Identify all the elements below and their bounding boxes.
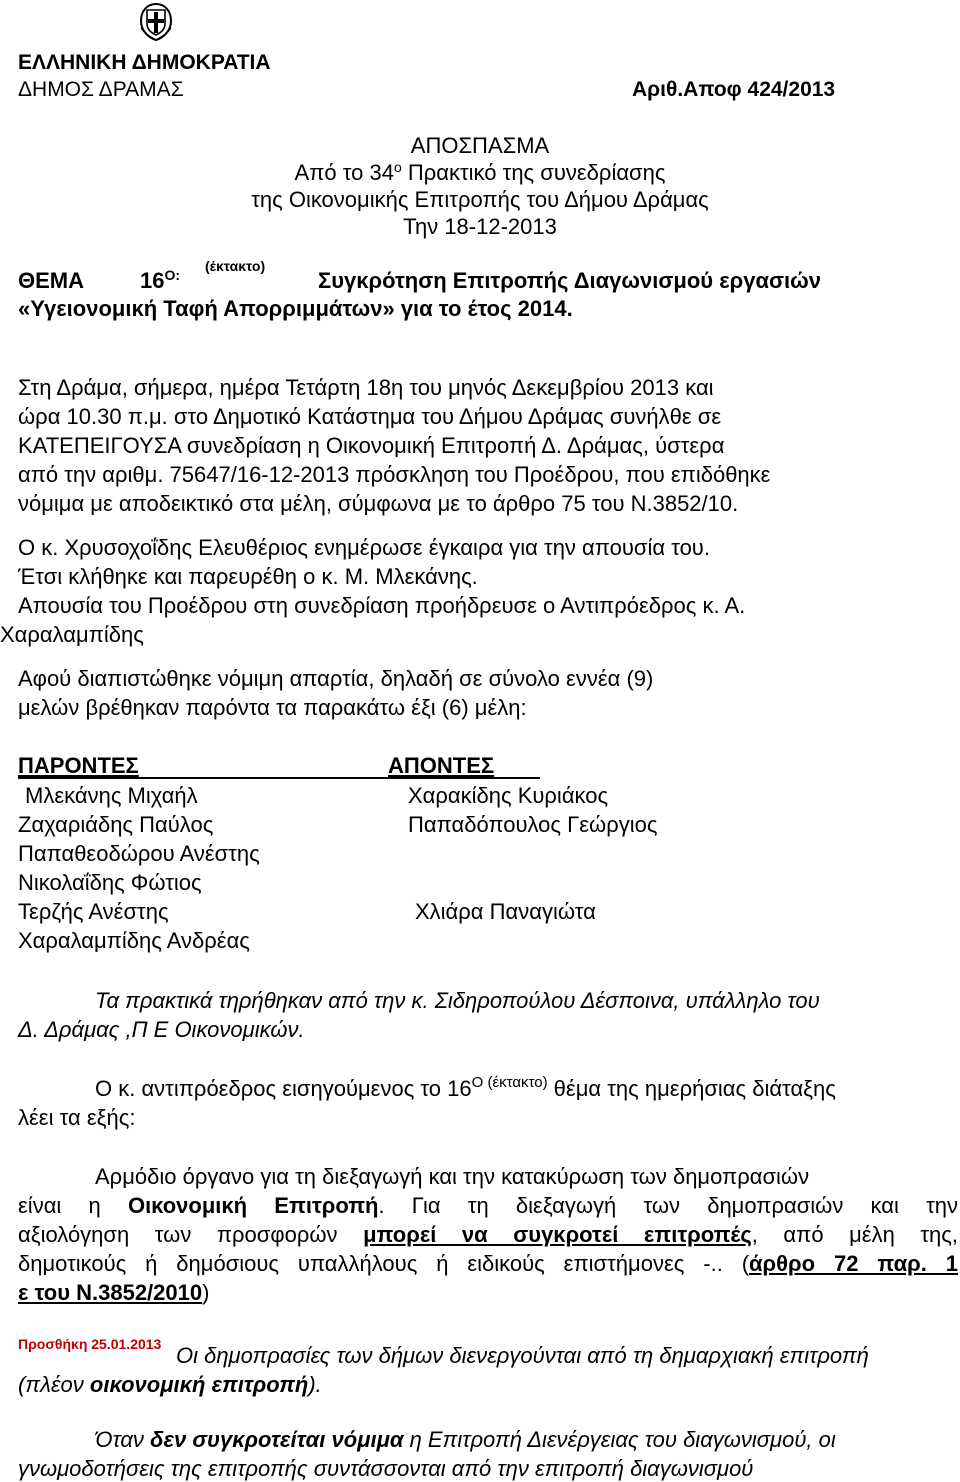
present-member: Νικολαΐδης Φώτιος bbox=[18, 870, 202, 895]
urgent-tag: (έκτακτο) bbox=[205, 258, 266, 274]
competent-line1: Αρμόδιο όργανο για τη διεξαγωγή και την κατακύρωση των δημοπρασιών bbox=[95, 1164, 810, 1189]
present-member: Παπαθεοδώρου Ανέστης bbox=[18, 841, 260, 866]
present-member: Τερζής Ανέστης bbox=[18, 899, 169, 924]
rapporteur-line1: Ο κ. αντιπρόεδρος εισηγούμενος το $16^{O (έ\kappa\tau\alpha\kappa\tau o)}$ θέμα της ημερήσιας διάταξης bbox=[95, 1074, 836, 1101]
republic-label: ΕΛΛΗΝΙΚΗ ΔΗΜΟΚΡΑΤΙΑ bbox=[18, 51, 271, 74]
absence-notice: Ο κ. Χρυσοχοΐδης Ελευθέριος ενημέρωσε έγκαιρα για την απουσία του. bbox=[18, 535, 710, 560]
addition-stamp: Προσθήκη 25.01.2013 bbox=[18, 1336, 162, 1352]
chair-notice-line1: Απουσία του Προέδρου στη συνεδρίαση προήδρευσε ο Αντιπρόεδρος κ. Α. bbox=[18, 593, 746, 618]
chair-notice-line2: Χαραλαμπίδης bbox=[0, 622, 144, 647]
subject-text-line2: «Υγειονομική Ταφή Απορριμμάτων» για το έτος 2014. bbox=[18, 296, 573, 321]
present-member: Ζαχαριάδης Παύλος bbox=[18, 812, 214, 837]
minutes-reference: Από το $34^o$ Πρακτικό της συνεδρίασης bbox=[294, 159, 666, 185]
final-line2: γνωμοδοτήσεις της επιτροπής συντάσσονται από την επιτροπή διαγωνισμού bbox=[18, 1456, 754, 1481]
competent-line5: ε του Ν.3852/2010) bbox=[18, 1280, 210, 1305]
greek-emblem-icon bbox=[136, 2, 176, 42]
paragraph-line: από την αριθμ. 75647/16-12-2013 πρόσκληση του Προέδρου, που επιδόθηκε bbox=[18, 462, 771, 487]
municipality-label: ΔΗΜΟΣ ΔΡΑΜΑΣ bbox=[18, 78, 184, 101]
header-underline bbox=[18, 777, 540, 779]
present-member: Μλεκάνης Μιχαήλ bbox=[25, 783, 198, 808]
paragraph-line: Στη Δράμα, σήμερα, ημέρα Τετάρτη 18η του μηνός Δεκεμβρίου 2013 και bbox=[18, 375, 714, 400]
decision-number: Αριθ.Αποφ 424/2013 bbox=[632, 78, 836, 101]
extract-title: ΑΠΟΣΠΑΣΜΑ bbox=[410, 133, 550, 158]
paragraph-line: ΚΑΤΕΠΕΙΓΟΥΣΑ συνεδρίαση η Οικονομική Επιτροπή Δ. Δράμας, ύστερα bbox=[18, 433, 725, 458]
subject-label: ΘΕΜΑ bbox=[18, 268, 84, 293]
competent-line3: αξιολόγηση των προσφορών μπορεί να συγκροτεί επιτροπές, από μέλη της, bbox=[18, 1222, 958, 1247]
paragraph-line: νόμιμα με αποδεικτικό στα μέλη, σύμφωνα με το άρθρο 75 του Ν.3852/10. bbox=[18, 491, 739, 516]
competent-line4: δημοτικούς ή δημόσιους υπαλλήλους ή ειδικούς επιστήμονες -.. (άρθρο 72 παρ. 1 bbox=[18, 1251, 958, 1276]
subject-text-line1: Συγκρότηση Επιτροπής Διαγωνισμού εργασιών bbox=[318, 268, 821, 293]
absent-header: ΑΠΟΝΤΕΣ bbox=[388, 753, 495, 778]
final-line1: Όταν δεν συγκροτείται νόμιμα η Επιτροπή Διενέργειας του διαγωνισμού, οι bbox=[95, 1427, 836, 1452]
absent-member: Χλιάρα Παναγιώτα bbox=[415, 899, 596, 924]
quorum-line1: Αφού διαπιστώθηκε νόμιμη απαρτία, δηλαδή σε σύνολο εννέα (9) bbox=[18, 666, 654, 691]
addition-line2: (πλέον οικονομική επιτροπή). bbox=[18, 1372, 322, 1397]
minutes-keeper-line1: Τα πρακτικά τηρήθηκαν από την κ. Σιδηροπούλου Δέσποινα, υπάλληλο του bbox=[95, 988, 820, 1013]
competent-line2: είναι η Οικονομική Επιτροπή. Για τη διεξαγωγή των δημοπρασιών και την bbox=[18, 1193, 959, 1218]
absent-member: Παπαδόπουλος Γεώργιος bbox=[408, 812, 658, 837]
addition-line1: Οι δημοπρασίες των δήμων διενεργούνται από τη δημαρχιακή επιτροπή bbox=[176, 1343, 869, 1368]
rapporteur-line2: λέει τα εξής: bbox=[18, 1105, 136, 1130]
absent-member: Χαρακίδης Κυριάκος bbox=[408, 783, 609, 808]
committee-title: της Οικονομικής Επιτροπής του Δήμου Δράμας bbox=[251, 187, 709, 212]
paragraph-line: ώρα 10.30 π.μ. στο Δημοτικό Κατάστημα του Δήμου Δράμας συνήλθε σε bbox=[18, 404, 722, 429]
present-member: Χαραλαμπίδης Ανδρέας bbox=[18, 928, 250, 953]
subject-number: $16^{O:}$ bbox=[140, 267, 181, 293]
present-header: ΠΑΡΟΝΤΕΣ bbox=[18, 753, 139, 778]
minutes-keeper-line2: Δ. Δράμας ,Π Ε Οικονομικών. bbox=[18, 1017, 305, 1042]
quorum-line2: μελών βρέθηκαν παρόντα τα παρακάτω έξι (6) μέλη: bbox=[18, 695, 527, 720]
replacement-notice: Έτσι κλήθηκε και παρευρέθη ο κ. Μ. Μλεκάνης. bbox=[18, 564, 478, 589]
meeting-date: Την 18-12-2013 bbox=[403, 214, 557, 239]
